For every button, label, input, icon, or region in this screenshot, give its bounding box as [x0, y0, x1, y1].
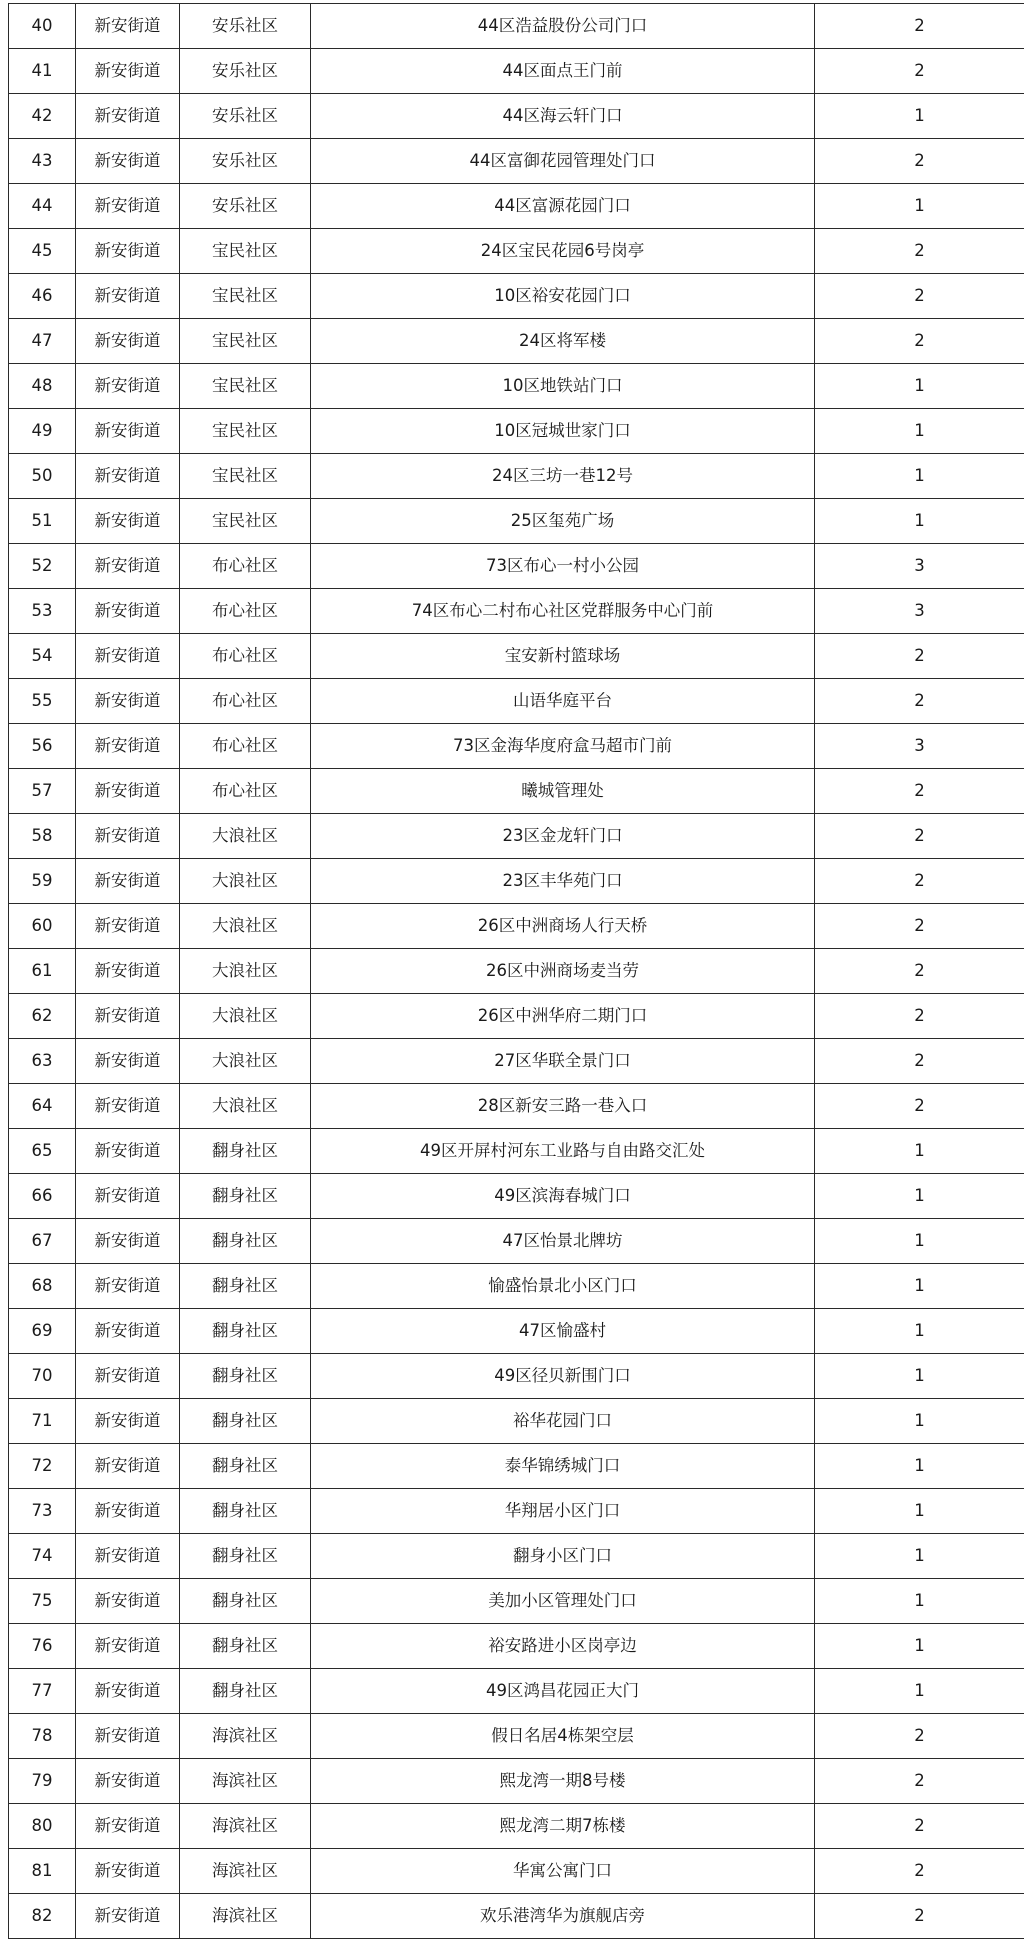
row-number-cell: 62 — [9, 994, 76, 1039]
street-cell: 新安街道 — [76, 1399, 180, 1444]
count-cell: 1 — [815, 454, 1024, 499]
table-row — [9, 1894, 1024, 1939]
community-cell: 大浪社区 — [180, 814, 311, 859]
location-cell: 74区布心二村布心社区党群服务中心门前 — [311, 589, 815, 634]
location-cell: 28区新安三路一巷入口 — [311, 1084, 815, 1129]
street-cell: 新安街道 — [76, 1489, 180, 1534]
street-cell: 新安街道 — [76, 4, 180, 49]
row-number-cell: 40 — [9, 4, 76, 49]
location-cell: 翻身小区门口 — [311, 1534, 815, 1579]
street-cell: 新安街道 — [76, 1084, 180, 1129]
location-cell: 44区富源花园门口 — [311, 184, 815, 229]
community-cell: 海滨社区 — [180, 1894, 311, 1939]
community-cell: 宝民社区 — [180, 499, 311, 544]
count-cell: 1 — [815, 1669, 1024, 1714]
community-cell: 翻身社区 — [180, 1669, 311, 1714]
street-cell: 新安街道 — [76, 1759, 180, 1804]
count-cell: 1 — [815, 184, 1024, 229]
community-cell: 翻身社区 — [180, 1264, 311, 1309]
location-cell: 73区金海华度府盒马超市门前 — [311, 724, 815, 769]
table-row — [9, 319, 1024, 364]
location-cell: 73区布心一村小公园 — [311, 544, 815, 589]
row-number-cell: 47 — [9, 319, 76, 364]
count-cell: 1 — [815, 1579, 1024, 1624]
street-cell: 新安街道 — [76, 1669, 180, 1714]
table-row — [9, 1534, 1024, 1579]
row-number-cell: 55 — [9, 679, 76, 724]
location-cell: 47区怡景北牌坊 — [311, 1219, 815, 1264]
community-cell: 翻身社区 — [180, 1624, 311, 1669]
count-cell: 1 — [815, 1174, 1024, 1219]
table-row — [9, 1489, 1024, 1534]
row-number-cell: 78 — [9, 1714, 76, 1759]
location-cell: 10区冠城世家门口 — [311, 409, 815, 454]
row-number-cell: 59 — [9, 859, 76, 904]
row-number-cell: 44 — [9, 184, 76, 229]
street-cell: 新安街道 — [76, 769, 180, 814]
community-cell: 宝民社区 — [180, 454, 311, 499]
street-cell: 新安街道 — [76, 1849, 180, 1894]
street-cell: 新安街道 — [76, 1354, 180, 1399]
location-cell: 24区将军楼 — [311, 319, 815, 364]
community-cell: 安乐社区 — [180, 184, 311, 229]
row-number-cell: 50 — [9, 454, 76, 499]
row-number-cell: 67 — [9, 1219, 76, 1264]
street-cell: 新安街道 — [76, 409, 180, 454]
street-cell: 新安街道 — [76, 1309, 180, 1354]
row-number-cell: 77 — [9, 1669, 76, 1714]
count-cell: 1 — [815, 499, 1024, 544]
count-cell: 1 — [815, 1399, 1024, 1444]
count-cell: 1 — [815, 1444, 1024, 1489]
row-number-cell: 68 — [9, 1264, 76, 1309]
location-cell: 26区中洲商场人行天桥 — [311, 904, 815, 949]
street-cell: 新安街道 — [76, 49, 180, 94]
location-cell: 44区浩益股份公司门口 — [311, 4, 815, 49]
table-row — [9, 634, 1024, 679]
location-cell: 26区中洲商场麦当劳 — [311, 949, 815, 994]
location-cell: 26区中洲华府二期门口 — [311, 994, 815, 1039]
location-cell: 47区愉盛村 — [311, 1309, 815, 1354]
table-row — [9, 94, 1024, 139]
row-number-cell: 61 — [9, 949, 76, 994]
table-row — [9, 994, 1024, 1039]
row-number-cell: 56 — [9, 724, 76, 769]
locations-table — [8, 3, 1024, 1939]
street-cell: 新安街道 — [76, 1174, 180, 1219]
row-number-cell: 53 — [9, 589, 76, 634]
community-cell: 安乐社区 — [180, 94, 311, 139]
street-cell: 新安街道 — [76, 634, 180, 679]
count-cell: 2 — [815, 4, 1024, 49]
table-row — [9, 1039, 1024, 1084]
community-cell: 大浪社区 — [180, 1039, 311, 1084]
location-cell: 49区开屏村河东工业路与自由路交汇处 — [311, 1129, 815, 1174]
location-cell: 24区三坊一巷12号 — [311, 454, 815, 499]
community-cell: 宝民社区 — [180, 319, 311, 364]
table-row — [9, 1849, 1024, 1894]
street-cell: 新安街道 — [76, 904, 180, 949]
row-number-cell: 75 — [9, 1579, 76, 1624]
table-row — [9, 454, 1024, 499]
row-number-cell: 70 — [9, 1354, 76, 1399]
table-row — [9, 814, 1024, 859]
table-row — [9, 1669, 1024, 1714]
location-cell: 华寓公寓门口 — [311, 1849, 815, 1894]
row-number-cell: 73 — [9, 1489, 76, 1534]
street-cell: 新安街道 — [76, 1534, 180, 1579]
location-cell: 愉盛怡景北小区门口 — [311, 1264, 815, 1309]
row-number-cell: 57 — [9, 769, 76, 814]
location-cell: 49区滨海春城门口 — [311, 1174, 815, 1219]
street-cell: 新安街道 — [76, 139, 180, 184]
street-cell: 新安街道 — [76, 229, 180, 274]
count-cell: 2 — [815, 1849, 1024, 1894]
table-row — [9, 1354, 1024, 1399]
count-cell: 1 — [815, 1309, 1024, 1354]
row-number-cell: 69 — [9, 1309, 76, 1354]
table-row — [9, 229, 1024, 274]
row-number-cell: 52 — [9, 544, 76, 589]
location-cell: 49区径贝新围门口 — [311, 1354, 815, 1399]
row-number-cell: 60 — [9, 904, 76, 949]
community-cell: 大浪社区 — [180, 1084, 311, 1129]
location-cell: 宝安新村篮球场 — [311, 634, 815, 679]
count-cell: 2 — [815, 949, 1024, 994]
street-cell: 新安街道 — [76, 1894, 180, 1939]
table-row — [9, 49, 1024, 94]
community-cell: 大浪社区 — [180, 859, 311, 904]
street-cell: 新安街道 — [76, 1444, 180, 1489]
community-cell: 翻身社区 — [180, 1129, 311, 1174]
street-cell: 新安街道 — [76, 1129, 180, 1174]
row-number-cell: 79 — [9, 1759, 76, 1804]
street-cell: 新安街道 — [76, 454, 180, 499]
community-cell: 宝民社区 — [180, 364, 311, 409]
table-row — [9, 859, 1024, 904]
row-number-cell: 65 — [9, 1129, 76, 1174]
table-row — [9, 1624, 1024, 1669]
location-cell: 24区宝民花园6号岗亭 — [311, 229, 815, 274]
street-cell: 新安街道 — [76, 274, 180, 319]
table-row — [9, 1174, 1024, 1219]
location-cell: 裕华花园门口 — [311, 1399, 815, 1444]
row-number-cell: 74 — [9, 1534, 76, 1579]
community-cell: 安乐社区 — [180, 49, 311, 94]
community-cell: 翻身社区 — [180, 1399, 311, 1444]
street-cell: 新安街道 — [76, 1714, 180, 1759]
count-cell: 2 — [815, 274, 1024, 319]
location-cell: 熙龙湾二期7栋楼 — [311, 1804, 815, 1849]
street-cell: 新安街道 — [76, 1804, 180, 1849]
count-cell: 1 — [815, 1129, 1024, 1174]
street-cell: 新安街道 — [76, 859, 180, 904]
community-cell: 大浪社区 — [180, 904, 311, 949]
count-cell: 2 — [815, 1714, 1024, 1759]
community-cell: 海滨社区 — [180, 1804, 311, 1849]
table-row — [9, 499, 1024, 544]
count-cell: 2 — [815, 1804, 1024, 1849]
table-row — [9, 1264, 1024, 1309]
community-cell: 翻身社区 — [180, 1579, 311, 1624]
count-cell: 2 — [815, 859, 1024, 904]
row-number-cell: 51 — [9, 499, 76, 544]
row-number-cell: 80 — [9, 1804, 76, 1849]
table-row — [9, 1309, 1024, 1354]
street-cell: 新安街道 — [76, 814, 180, 859]
count-cell: 2 — [815, 904, 1024, 949]
row-number-cell: 58 — [9, 814, 76, 859]
count-cell: 2 — [815, 1039, 1024, 1084]
row-number-cell: 43 — [9, 139, 76, 184]
table-row — [9, 724, 1024, 769]
community-cell: 布心社区 — [180, 769, 311, 814]
location-cell: 44区面点王门前 — [311, 49, 815, 94]
count-cell: 2 — [815, 1759, 1024, 1804]
row-number-cell: 49 — [9, 409, 76, 454]
count-cell: 1 — [815, 1489, 1024, 1534]
count-cell: 2 — [815, 139, 1024, 184]
row-number-cell: 42 — [9, 94, 76, 139]
table-body — [9, 4, 1024, 1939]
location-cell: 44区富御花园管理处门口 — [311, 139, 815, 184]
count-cell: 3 — [815, 544, 1024, 589]
community-cell: 翻身社区 — [180, 1174, 311, 1219]
community-cell: 翻身社区 — [180, 1309, 311, 1354]
table-row — [9, 949, 1024, 994]
count-cell: 3 — [815, 724, 1024, 769]
count-cell: 2 — [815, 814, 1024, 859]
location-cell: 23区丰华苑门口 — [311, 859, 815, 904]
community-cell: 安乐社区 — [180, 4, 311, 49]
location-cell: 美加小区管理处门口 — [311, 1579, 815, 1624]
street-cell: 新安街道 — [76, 949, 180, 994]
table-row — [9, 544, 1024, 589]
table-row — [9, 1219, 1024, 1264]
table-row — [9, 679, 1024, 724]
row-number-cell: 66 — [9, 1174, 76, 1219]
location-cell: 泰华锦绣城门口 — [311, 1444, 815, 1489]
table-row — [9, 409, 1024, 454]
location-cell: 假日名居4栋架空层 — [311, 1714, 815, 1759]
community-cell: 宝民社区 — [180, 274, 311, 319]
row-number-cell: 46 — [9, 274, 76, 319]
location-cell: 10区地铁站门口 — [311, 364, 815, 409]
row-number-cell: 76 — [9, 1624, 76, 1669]
row-number-cell: 45 — [9, 229, 76, 274]
location-cell: 山语华庭平台 — [311, 679, 815, 724]
community-cell: 宝民社区 — [180, 229, 311, 274]
community-cell: 宝民社区 — [180, 409, 311, 454]
street-cell: 新安街道 — [76, 724, 180, 769]
location-cell: 25区玺苑广场 — [311, 499, 815, 544]
row-number-cell: 54 — [9, 634, 76, 679]
location-cell: 23区金龙轩门口 — [311, 814, 815, 859]
community-cell: 翻身社区 — [180, 1354, 311, 1399]
street-cell: 新安街道 — [76, 94, 180, 139]
street-cell: 新安街道 — [76, 1624, 180, 1669]
row-number-cell: 72 — [9, 1444, 76, 1489]
community-cell: 布心社区 — [180, 679, 311, 724]
table-row — [9, 364, 1024, 409]
community-cell: 翻身社区 — [180, 1219, 311, 1264]
count-cell: 2 — [815, 634, 1024, 679]
street-cell: 新安街道 — [76, 1579, 180, 1624]
count-cell: 2 — [815, 49, 1024, 94]
community-cell: 翻身社区 — [180, 1444, 311, 1489]
table-row — [9, 1759, 1024, 1804]
location-cell: 44区海云轩门口 — [311, 94, 815, 139]
table-row — [9, 1444, 1024, 1489]
row-number-cell: 71 — [9, 1399, 76, 1444]
location-cell: 熙龙湾一期8号楼 — [311, 1759, 815, 1804]
street-cell: 新安街道 — [76, 184, 180, 229]
count-cell: 2 — [815, 229, 1024, 274]
location-cell: 曦城管理处 — [311, 769, 815, 814]
row-number-cell: 41 — [9, 49, 76, 94]
location-cell: 华翔居小区门口 — [311, 1489, 815, 1534]
count-cell: 1 — [815, 409, 1024, 454]
table-row — [9, 1084, 1024, 1129]
location-cell: 27区华联全景门口 — [311, 1039, 815, 1084]
table-row — [9, 1804, 1024, 1849]
community-cell: 海滨社区 — [180, 1714, 311, 1759]
row-number-cell: 82 — [9, 1894, 76, 1939]
location-cell: 10区裕安花园门口 — [311, 274, 815, 319]
community-cell: 布心社区 — [180, 634, 311, 679]
street-cell: 新安街道 — [76, 679, 180, 724]
community-cell: 大浪社区 — [180, 994, 311, 1039]
table-row — [9, 769, 1024, 814]
table-row — [9, 274, 1024, 319]
count-cell: 1 — [815, 1624, 1024, 1669]
street-cell: 新安街道 — [76, 364, 180, 409]
table-row — [9, 139, 1024, 184]
street-cell: 新安街道 — [76, 1264, 180, 1309]
count-cell: 1 — [815, 94, 1024, 139]
community-cell: 翻身社区 — [180, 1489, 311, 1534]
row-number-cell: 64 — [9, 1084, 76, 1129]
street-cell: 新安街道 — [76, 499, 180, 544]
count-cell: 3 — [815, 589, 1024, 634]
table-row — [9, 4, 1024, 49]
count-cell: 1 — [815, 1354, 1024, 1399]
community-cell: 翻身社区 — [180, 1534, 311, 1579]
location-cell: 49区鸿昌花园正大门 — [311, 1669, 815, 1714]
count-cell: 1 — [815, 364, 1024, 409]
count-cell: 2 — [815, 319, 1024, 364]
community-cell: 大浪社区 — [180, 949, 311, 994]
community-cell: 布心社区 — [180, 589, 311, 634]
table-row — [9, 589, 1024, 634]
street-cell: 新安街道 — [76, 544, 180, 589]
street-cell: 新安街道 — [76, 994, 180, 1039]
table-row — [9, 1714, 1024, 1759]
community-cell: 布心社区 — [180, 544, 311, 589]
street-cell: 新安街道 — [76, 589, 180, 634]
street-cell: 新安街道 — [76, 1039, 180, 1084]
count-cell: 1 — [815, 1264, 1024, 1309]
count-cell: 1 — [815, 1534, 1024, 1579]
table-row — [9, 1579, 1024, 1624]
street-cell: 新安街道 — [76, 1219, 180, 1264]
community-cell: 海滨社区 — [180, 1849, 311, 1894]
row-number-cell: 81 — [9, 1849, 76, 1894]
count-cell: 1 — [815, 1219, 1024, 1264]
street-cell: 新安街道 — [76, 319, 180, 364]
count-cell: 2 — [815, 769, 1024, 814]
community-cell: 海滨社区 — [180, 1759, 311, 1804]
location-cell: 裕安路进小区岗亭边 — [311, 1624, 815, 1669]
table-row — [9, 184, 1024, 229]
table-row — [9, 1129, 1024, 1174]
count-cell: 2 — [815, 679, 1024, 724]
location-cell: 欢乐港湾华为旗舰店旁 — [311, 1894, 815, 1939]
community-cell: 安乐社区 — [180, 139, 311, 184]
row-number-cell: 63 — [9, 1039, 76, 1084]
table-row — [9, 1399, 1024, 1444]
row-number-cell: 48 — [9, 364, 76, 409]
count-cell: 2 — [815, 1084, 1024, 1129]
count-cell: 2 — [815, 1894, 1024, 1939]
community-cell: 布心社区 — [180, 724, 311, 769]
table-row — [9, 904, 1024, 949]
count-cell: 2 — [815, 994, 1024, 1039]
